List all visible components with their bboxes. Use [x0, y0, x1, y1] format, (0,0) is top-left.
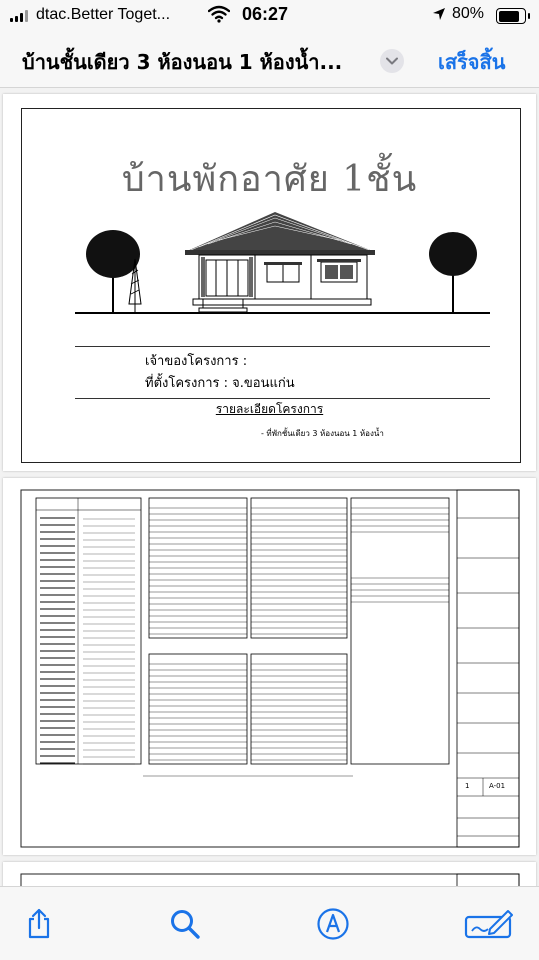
location-icon [432, 7, 446, 21]
clock: 06:27 [242, 4, 289, 24]
sheet-index-table [149, 498, 449, 764]
annotate-icon[interactable] [464, 907, 514, 941]
document-title[interactable]: บ้านชั้นเดียว 3 ห้องนอน 1 ห้องน้ำ... [22, 50, 343, 74]
battery-percent: 80% [452, 5, 485, 22]
project-owner-label: เจ้าของโครงการ : [145, 354, 248, 369]
project-detail-heading: รายละเอียดโครงการ [215, 402, 324, 416]
title-menu-button[interactable] [380, 49, 404, 73]
ground-line [75, 312, 490, 314]
house-roof [185, 212, 375, 255]
carrier-name: dtac.Better Toget... [36, 6, 171, 23]
signal-icon [10, 10, 32, 22]
markup-icon[interactable] [316, 907, 350, 941]
document-viewer[interactable] [0, 89, 539, 886]
project-detail-text: - ที่พักชั้นเดียว 3 ห้องนอน 1 ห้องน้ำ [261, 429, 384, 438]
bottom-toolbar [0, 886, 539, 960]
page-frame [3, 862, 536, 886]
tree-left [86, 230, 141, 312]
status-bar [0, 0, 539, 32]
house-elevation-drawing [3, 94, 536, 324]
search-icon[interactable] [168, 907, 202, 941]
pdf-page-2[interactable] [3, 478, 536, 855]
divider-line [75, 398, 490, 399]
title-block [457, 490, 519, 847]
chevron-down-icon [386, 57, 398, 65]
battery-icon [496, 8, 526, 24]
page-number: 1 [465, 782, 470, 790]
wifi-icon [208, 5, 230, 23]
house-walls [193, 255, 371, 312]
done-button[interactable]: เสร็จสิ้น [438, 50, 506, 74]
drawing-index-sheet [3, 478, 536, 855]
project-site-label: ที่ตั้งโครงการ : จ.ขอนแก่น [145, 376, 295, 391]
drawing-title: บ้านพักอาศัย 1ชั้น [121, 159, 418, 200]
share-icon[interactable] [22, 907, 56, 941]
sheet-number: A-01 [489, 782, 506, 790]
divider-line [75, 346, 490, 347]
nav-bar [0, 32, 539, 88]
symbol-legend-table [36, 498, 141, 764]
tree-right [429, 232, 477, 312]
pdf-page-1[interactable] [3, 94, 536, 471]
pdf-page-3[interactable] [3, 862, 536, 886]
